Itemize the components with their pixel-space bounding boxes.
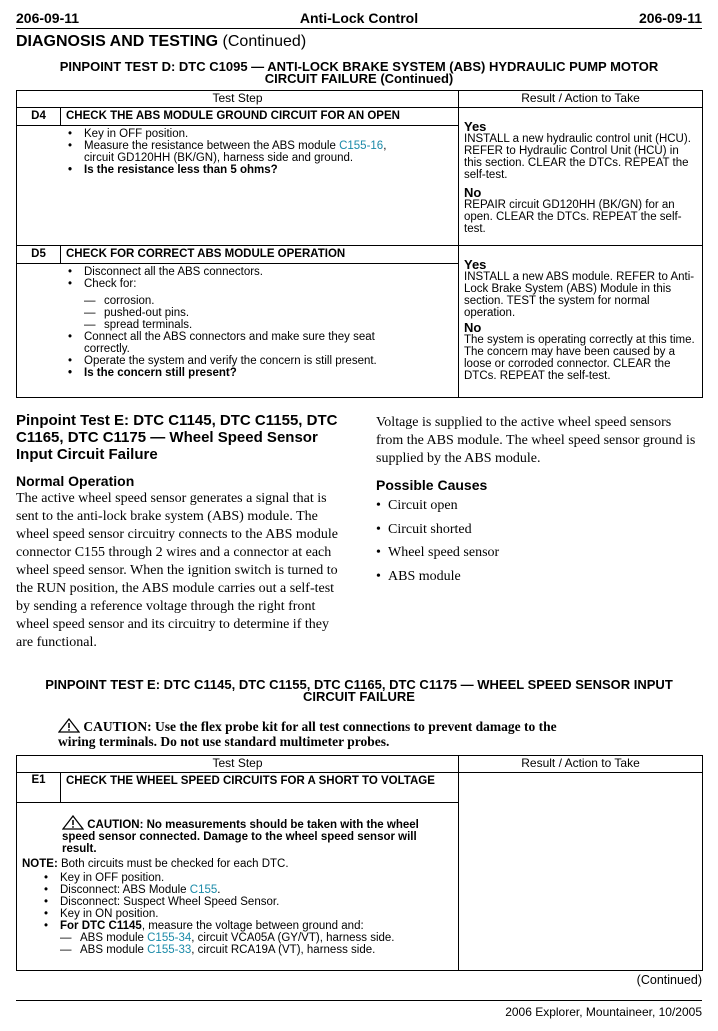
header-page-right: 206-09-11 xyxy=(638,10,702,26)
list-item: • Key in ON position. xyxy=(60,908,453,920)
warning-icon xyxy=(62,815,84,830)
d5-instructions xyxy=(17,264,459,398)
cause-item: • Wheel speed sensor xyxy=(376,545,500,560)
col-header-result: Result / Action to Take xyxy=(459,756,703,773)
cause-item: • Circuit open xyxy=(376,498,458,513)
normal-operation-heading: Normal Operation xyxy=(16,473,135,489)
list-item: • Disconnect: ABS Module C155. xyxy=(60,884,453,896)
list-item: • Measure the resistance between the ABS module C155-16, circuit GD120HH (BK/GN), harness side and ground. xyxy=(84,140,413,164)
caution-main xyxy=(58,718,698,749)
yes-text: INSTALL a new hydraulic control unit (HCU). REFER to Hydraulic Control Unit (HCU) in this section. CLEAR the DTCs. REPEAT the self-test. xyxy=(464,133,691,181)
list-item: • Disconnect all the ABS connectors. xyxy=(84,266,413,278)
footer-rule xyxy=(16,1000,702,1001)
page-footer: 2006 Explorer, Mountaineer, 10/2005 xyxy=(505,1005,702,1019)
no-label: No xyxy=(464,320,482,335)
possible-causes-heading: Possible Causes xyxy=(376,477,488,493)
e1-result xyxy=(459,773,703,971)
col-header-result: Result / Action to Take xyxy=(459,91,703,108)
list-item: • Is the resistance less than 5 ohms? xyxy=(84,164,413,176)
d5-result xyxy=(459,246,703,398)
caution-text-2: wiring terminals. Do not use standard multimeter probes. xyxy=(58,734,390,749)
pinpoint-e-title: PINPOINT TEST E: DTC C1145, DTC C1155, DTC C1165, DTC C1175 — WHEEL SPEED SENSOR INPUT CIRCUIT FAILURE xyxy=(45,677,673,704)
sub-list-item: — ABS module C155-34, circuit VCA05A (GY/VT), harness side. xyxy=(80,932,453,944)
step-title: CHECK THE ABS MODULE GROUND CIRCUIT FOR AN OPEN xyxy=(61,108,459,126)
voltage-text: Voltage is supplied to the active wheel speed sensors from the ABS module. The wheel speed sensor ground is supplied by the ABS module. xyxy=(376,415,696,466)
cause-item: • Circuit shorted xyxy=(376,521,472,537)
list-item: • Disconnect: Suspect Wheel Speed Sensor. xyxy=(60,896,453,908)
step-title: CHECK THE WHEEL SPEED CIRCUITS FOR A SHORT TO VOLTAGE xyxy=(61,773,459,803)
list-item: • Key in OFF position. xyxy=(84,128,413,140)
header-page-left: 206-09-11 xyxy=(16,10,80,26)
list-item: • Check for: — corrosion. — pushed-out pins. — spread terminals. xyxy=(84,278,413,331)
page-header xyxy=(16,10,702,26)
right-column xyxy=(376,414,698,591)
pinpoint-d-title: PINPOINT TEST D: DTC C1095 — ANTI-LOCK BRAKE SYSTEM (ABS) HYDRAULIC PUMP MOTOR CIRCUIT FAILURE (Continued) xyxy=(59,59,659,86)
list-item: • Is the concern still present? xyxy=(84,367,413,379)
section-title: DIAGNOSIS AND TESTING (Continued) xyxy=(16,33,307,50)
header-rule xyxy=(16,28,702,29)
bullet: • xyxy=(376,498,381,513)
list-item: • Connect all the ABS connectors and make sure they seat correctly. xyxy=(84,331,413,355)
connector-link[interactable]: C155-33 xyxy=(147,944,192,956)
caution-text: Use the flex probe kit for all test connections to prevent damage to the xyxy=(155,719,557,734)
d4-instructions xyxy=(17,126,459,246)
connector-link[interactable]: C155 xyxy=(189,884,218,896)
step-title: CHECK FOR CORRECT ABS MODULE OPERATION xyxy=(61,246,459,264)
bullet: • xyxy=(376,521,381,537)
list-item: • Key in OFF position. xyxy=(60,872,453,884)
possible-causes-list xyxy=(376,497,698,586)
sub-list-item: — ABS module C155-33, circuit RCA19A (VT), harness side. xyxy=(80,944,453,956)
no-text: The system is operating correctly at this time. The concern may have been caused by a loose or corroded connector. CLEAR the DTCs. REPEAT the self-test. xyxy=(464,334,695,382)
continued-note: (Continued) xyxy=(636,973,702,987)
bullet: • xyxy=(376,545,381,560)
sub-list-item: — pushed-out pins. xyxy=(104,307,413,319)
caution-label: CAUTION: xyxy=(83,719,152,734)
e1-caution: CAUTION: No measurements should be taken with the wheel speed sensor connected. Damage to the wheel speed sensor will result. xyxy=(22,815,453,855)
cause-item: • ABS module xyxy=(376,568,461,584)
no-label: No xyxy=(464,185,482,200)
col-header-test-step: Test Step xyxy=(17,91,459,108)
pinpoint-d-table xyxy=(16,90,703,398)
yes-label: Yes xyxy=(464,257,487,272)
left-column xyxy=(16,412,346,652)
step-id: D5 xyxy=(17,246,61,264)
no-text: REPAIR circuit GD120HH (BK/GN) for an open. CLEAR the DTCs. REPEAT the self-test. xyxy=(464,199,682,235)
yes-text: INSTALL a new ABS module. REFER to Anti-Lock Brake System (ABS) Module in this section. TEST the system for normal operation. xyxy=(464,271,695,319)
sub-list-item: — corrosion. xyxy=(104,295,413,307)
pinpoint-e-table xyxy=(16,755,703,971)
yes-label: Yes xyxy=(464,119,487,134)
d4-result xyxy=(459,108,703,246)
normal-operation-text: The active wheel speed sensor generates a signal that is sent to the anti-lock brake system (ABS) module. The wheel speed sensor circuitry connects to the ABS module connector C155 through 2 wires and a connector at each wheel speed sensor. When the ignition switch is turned to the RUN position, the ABS module carries out a self-test by sending a reference voltage through the right front wheel speed sensor and its circuitry to determine if they are functional. xyxy=(16,491,338,650)
step-id: D4 xyxy=(17,108,61,126)
pinpoint-e-heading: Pinpoint Test E: DTC C1145, DTC C1155, DTC C1165, DTC C1175 — Wheel Speed Sensor Input Circuit Failure xyxy=(16,412,338,463)
col-header-test-step: Test Step xyxy=(17,756,459,773)
sub-list-item: — spread terminals. xyxy=(104,319,413,331)
connector-link[interactable]: C155-34 xyxy=(147,932,192,944)
warning-icon xyxy=(58,718,80,733)
bullet: • xyxy=(376,568,381,584)
list-item: • Operate the system and verify the concern is still present. xyxy=(84,355,413,367)
step-id: E1 xyxy=(17,773,61,803)
e1-note: NOTE: Both circuits must be checked for each DTC. xyxy=(22,858,289,870)
header-title: Anti-Lock Control xyxy=(299,10,419,26)
connector-link[interactable]: C155-16 xyxy=(339,140,384,152)
list-item: • For DTC C1145, measure the voltage between ground and: — ABS module C155-34, circuit VCA05A (GY/VT), harness side. — ABS module C155-33, circuit RCA19A (VT), harness side. xyxy=(60,920,453,956)
e1-instructions xyxy=(17,803,459,971)
